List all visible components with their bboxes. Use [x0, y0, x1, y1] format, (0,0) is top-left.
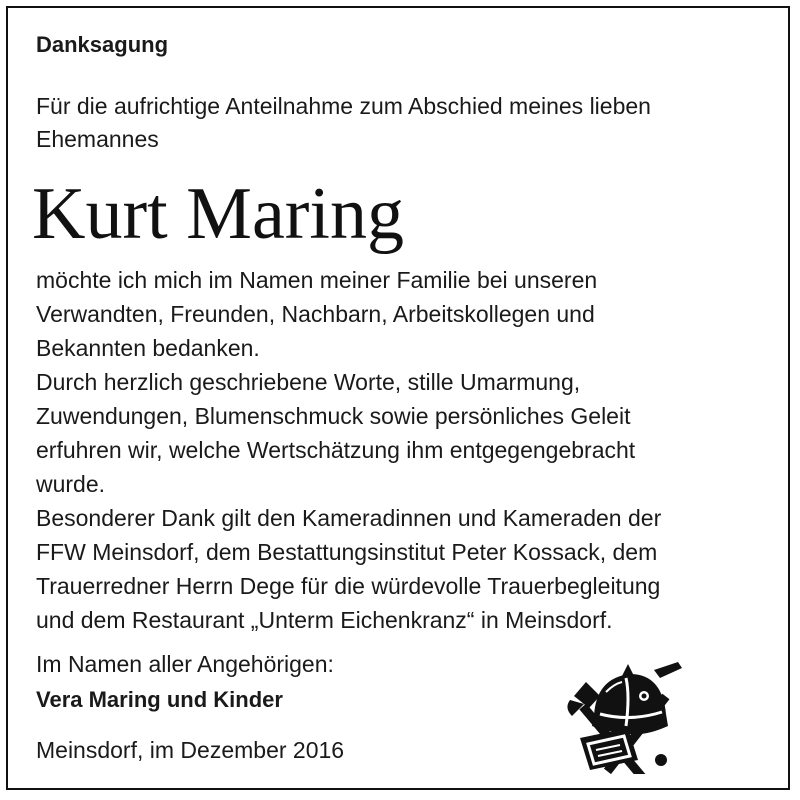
- body-line: Verwandten, Freunden, Nachbarn, Arbeitskollegen und: [36, 301, 595, 327]
- signature-intro: Im Namen aller Angehörigen:: [36, 651, 334, 677]
- deceased-name: Kurt Maring: [32, 173, 404, 255]
- intro-line-2: Ehemannes: [36, 126, 159, 152]
- body-line: und dem Restaurant „Unterm Eichenkranz“ in Meinsdorf.: [36, 607, 613, 633]
- body-line: Trauerredner Herrn Dege für die würdevolle Trauerbegleitung: [36, 573, 661, 599]
- body-line: FFW Meinsdorf, dem Bestattungsinstitut Peter Kossack, dem: [36, 539, 658, 565]
- body-line: möchte ich mich im Namen meiner Familie bei unseren: [36, 267, 598, 293]
- intro-line-1: Für die aufrichtige Anteilnahme zum Abschied meines lieben: [36, 93, 651, 119]
- body-line: Besonderer Dank gilt den Kameradinnen und Kameraden der: [36, 505, 662, 531]
- place-date: Meinsdorf, im Dezember 2016: [36, 737, 345, 763]
- notice-heading: Danksagung: [36, 32, 169, 57]
- body-line: Durch herzlich geschriebene Worte, stille Umarmung,: [36, 369, 581, 395]
- body-line: Zuwendungen, Blumenschmuck sowie persönliches Geleit: [36, 403, 631, 429]
- fire-brigade-helmet-axes-icon: [556, 656, 694, 774]
- intro-text: [36, 90, 766, 156]
- body-line: erfuhren wir, welche Wertschätzung ihm entgegengebracht: [36, 437, 636, 463]
- body-line: Bekannten bedanken.: [36, 335, 260, 361]
- body-text: [36, 263, 661, 637]
- body-line: wurde.: [36, 471, 106, 497]
- signer-name: Vera Maring und Kinder: [36, 687, 283, 712]
